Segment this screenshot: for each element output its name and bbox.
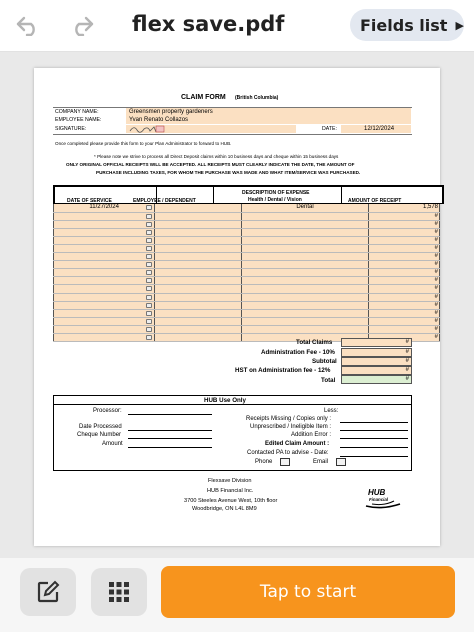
addition-error-line[interactable] [340,438,408,439]
amount-cell[interactable] [369,220,440,228]
description-cell[interactable] [241,212,369,220]
calendar-icon[interactable] [146,214,152,219]
table-row [54,244,440,252]
amount-cell[interactable] [369,317,440,325]
date-of-service-cell[interactable] [54,317,155,325]
date-of-service-cell[interactable] [54,228,155,236]
date-of-service-cell[interactable] [54,204,155,212]
description-cell[interactable] [241,253,369,261]
description-cell[interactable] [241,236,369,244]
subtotal-field[interactable]: # [341,357,412,366]
table-row [54,325,440,333]
table-row [54,317,440,325]
date-of-service-cell[interactable] [54,301,155,309]
receipt-note-1: ONLY ORIGINAL OFFICIAL RECEIPTS WILL BE ACCEPTED. ALL RECEIPTS MUST CLEARLY INDICATE THE DATE, THE AMOUNT OF [66,162,355,167]
amount-cell-value: # [434,212,438,219]
amount-cell-value: # [434,261,438,268]
amount-cell-value: # [434,245,438,252]
employee-dependent-cell[interactable] [155,228,241,236]
redo-icon[interactable] [68,13,96,39]
form-region: (British Columbia) [235,95,279,101]
total-field[interactable]: # [341,375,412,384]
table-row [54,212,440,220]
employee-dependent-cell[interactable] [155,309,241,317]
grid-icon [108,581,130,603]
email-checkbox[interactable] [336,458,346,466]
amount-cell-value: # [434,325,438,332]
date-of-service-cell[interactable] [54,220,155,228]
col-desc-header-1: DESCRIPTION OF EXPENSE [242,190,310,196]
date-processed-label: Date Processed [79,424,122,430]
table-row [54,204,440,212]
amount-cell[interactable] [369,293,440,301]
calendar-icon[interactable] [146,230,152,235]
logo-subtext: Financial [369,497,389,502]
description-cell-value: Dental [296,204,314,211]
col-desc-header-2: Health / Dental / Vision [248,197,302,203]
phone-checkbox[interactable] [280,458,290,466]
employee-value: Yvan Renato Collazos [129,117,189,123]
calendar-icon[interactable] [146,270,152,275]
header-border-bottom [53,134,412,135]
amount-cell-value: # [434,277,438,284]
amount-cell-value: # [434,220,438,227]
cheque-number-line[interactable] [128,438,212,439]
employee-dependent-cell[interactable] [155,244,241,252]
employee-dependent-cell[interactable] [155,269,241,277]
contacted-line[interactable] [340,456,408,457]
table-row [54,309,440,317]
form-title: CLAIM FORM [181,94,226,101]
date-of-service-cell[interactable] [54,334,155,342]
description-cell[interactable] [241,261,369,269]
calendar-icon[interactable] [146,319,152,324]
amount-cell-value: # [434,309,438,316]
table-row [54,228,440,236]
employee-dependent-cell[interactable] [155,277,241,285]
logo-text: HUB [368,488,386,497]
hst-field[interactable]: # [341,366,412,375]
unprescribed-line[interactable] [340,430,408,431]
description-cell[interactable] [241,293,369,301]
total-claims-field[interactable]: # [341,338,412,347]
fields-list-label: Fields list [360,15,448,35]
amount-cell-value: # [434,293,438,300]
amount-cell[interactable] [369,228,440,236]
employee-dependent-cell[interactable] [155,334,241,342]
email-label: Email [313,459,329,465]
description-cell[interactable] [241,244,369,252]
receipts-missing-label: Receipts Missing / Copies only : [246,416,332,422]
address-line-2: HUB Financial Inc. [207,488,254,494]
description-cell[interactable] [241,317,369,325]
employee-dependent-cell[interactable] [155,253,241,261]
date-of-service-cell[interactable] [54,325,155,333]
phone-label: Phone [255,459,273,465]
hub-financial-logo [364,484,404,512]
document-title: flex save.pdf [132,12,285,36]
amount-cell-value: # [434,228,438,235]
amount-cell[interactable] [369,277,440,285]
employee-dependent-cell[interactable] [155,325,241,333]
date-of-service-cell[interactable] [54,244,155,252]
address-line-4: Woodbridge, ON L4L 8M9 [192,506,257,512]
table-row [54,293,440,301]
date-of-service-cell[interactable] [54,212,155,220]
calendar-icon[interactable] [146,295,152,300]
edited-claim-line[interactable] [340,447,408,448]
process-note: * Please note we strive to process all Direct Deposit claims within 10 business days and cheque within 15 business days [94,154,339,159]
fields-list-button[interactable] [350,9,464,41]
table-row [54,285,440,293]
company-label: COMPANY NAME: [55,109,99,115]
employee-dependent-cell[interactable] [155,220,241,228]
employee-dependent-cell[interactable] [155,236,241,244]
admin-fee-label: Administration Fee - 10% [261,349,335,356]
date-of-service-cell[interactable] [54,253,155,261]
amount-cell[interactable] [369,204,440,212]
bottom-bar [0,558,474,632]
employee-dependent-cell[interactable] [155,317,241,325]
amount-cell[interactable] [369,236,440,244]
signature-image [128,124,168,134]
table-row [54,236,440,244]
description-cell[interactable] [241,301,369,309]
amount-cell-value: # [434,317,438,324]
calendar-icon[interactable] [146,222,152,227]
description-cell[interactable] [241,228,369,236]
calendar-icon[interactable] [146,205,152,210]
description-cell[interactable] [241,325,369,333]
table-row [54,253,440,261]
amount-cell[interactable] [369,285,440,293]
edited-claim-label: Edited Claim Amount : [265,441,330,447]
calendar-icon[interactable] [146,254,152,259]
amount-label: Amount [102,441,123,447]
admin-fee-field[interactable]: # [341,348,412,357]
pages-grid-button[interactable] [91,568,147,616]
description-cell[interactable] [241,204,369,212]
header-divider-2 [213,185,214,204]
col-employee-header: EMPLOYEE / DEPENDENT [133,198,196,204]
amount-cell[interactable] [369,309,440,317]
receipt-note-2: PURCHASE INCLUDING TAXES, FOR WHOM THE PURCHASE WAS MADE AND WHAT ITEM/SERVICE WAS PURCHASED. [96,170,361,175]
table-row [54,220,440,228]
employee-label: EMPLOYEE NAME: [55,117,102,123]
table-row [54,269,440,277]
description-cell[interactable] [241,309,369,317]
header-border-top [53,107,412,108]
calendar-icon[interactable] [146,262,152,267]
date-of-service-cell[interactable] [54,285,155,293]
contacted-label: Contacted PA to advise - Date: [247,450,329,456]
calendar-icon[interactable] [146,246,152,251]
date-of-service-cell[interactable] [54,236,155,244]
employee-dependent-cell[interactable] [155,285,241,293]
employee-dependent-cell[interactable] [155,261,241,269]
date-of-service-cell[interactable] [54,261,155,269]
amount-cell[interactable] [369,212,440,220]
claims-table [53,204,440,342]
description-cell[interactable] [241,277,369,285]
calendar-icon[interactable] [146,311,152,316]
table-row [54,277,440,285]
amount-cell-value: # [434,253,438,260]
undo-icon[interactable] [14,13,42,39]
pdf-page [34,68,440,546]
once-note: Once completed please provide this form to your Plan Administrator to forward to HUB. [55,141,232,146]
amount-cell-value: # [434,269,438,276]
date-of-service-cell[interactable] [54,309,155,317]
amount-cell-value: # [434,285,438,292]
employee-dependent-cell[interactable] [155,293,241,301]
address-line-3: 3700 Steeles Avenue West, 10th floor [184,498,278,504]
unprescribed-label: Unprescribed / Ineligible Item : [250,424,332,430]
date-of-service-cell[interactable] [54,269,155,277]
employee-dependent-cell[interactable] [155,301,241,309]
amount-cell-value: 1,578 [422,204,438,211]
amount-cell[interactable] [369,261,440,269]
edit-icon [35,579,61,605]
amount-cell[interactable] [369,269,440,277]
total-claims-label: Total Claims [296,339,333,346]
date-of-service-cell-value: 11/27/2024 [89,204,119,211]
processor-label: Processor: [93,408,122,414]
cheque-number-label: Cheque Number [77,432,122,438]
amount-cell[interactable] [369,244,440,252]
amount-cell[interactable] [369,301,440,309]
calendar-icon[interactable] [146,303,152,308]
hub-title-divider [54,404,411,405]
col-date-header: DATE OF SERVICE [67,198,112,204]
address-line-1: Flexsave Division [208,478,252,484]
date-of-service-cell[interactable] [54,277,155,285]
calendar-icon[interactable] [146,327,152,332]
amount-cell-value: # [434,236,438,243]
description-cell[interactable] [241,269,369,277]
signature-label: SIGNATURE: [55,126,87,132]
col-amount-header: AMOUNT OF RECEIPT [348,198,402,204]
date-processed-line[interactable] [128,430,212,431]
tap-to-start-button[interactable]: Tap to start [161,566,455,618]
date-of-service-cell[interactable] [54,293,155,301]
amount-cell[interactable] [369,253,440,261]
calendar-icon[interactable] [146,286,152,291]
receipts-missing-line[interactable] [340,422,408,423]
top-bar [0,0,474,52]
subtotal-label: Subtotal [312,358,337,365]
hub-use-only-box [53,395,412,471]
description-cell[interactable] [241,285,369,293]
hst-label: HST on Administration fee - 12% [235,367,331,374]
amount-cell-value: # [434,301,438,308]
total-label: Total [321,377,336,384]
amount-cell-value: # [434,334,438,341]
calendar-icon[interactable] [146,335,152,340]
calendar-icon[interactable] [146,238,152,243]
employee-dependent-cell[interactable] [155,204,241,212]
addition-error-label: Addition Error : [291,432,332,438]
date-value: 12/12/2024 [364,126,395,132]
processor-line[interactable] [128,414,212,415]
employee-dependent-cell[interactable] [155,212,241,220]
company-value: Greensmen property gardeners [129,109,213,115]
edit-button[interactable] [20,568,76,616]
header-divider-3 [341,185,342,204]
chevron-right-icon: ▶ [455,18,464,32]
less-label: Less: [324,408,339,414]
amount-line[interactable] [128,447,212,448]
calendar-icon[interactable] [146,278,152,283]
amount-cell[interactable] [369,325,440,333]
hub-title: HUB Use Only [204,397,246,404]
table-row [54,261,440,269]
description-cell[interactable] [241,220,369,228]
table-row [54,301,440,309]
date-label: DATE: [322,126,337,132]
